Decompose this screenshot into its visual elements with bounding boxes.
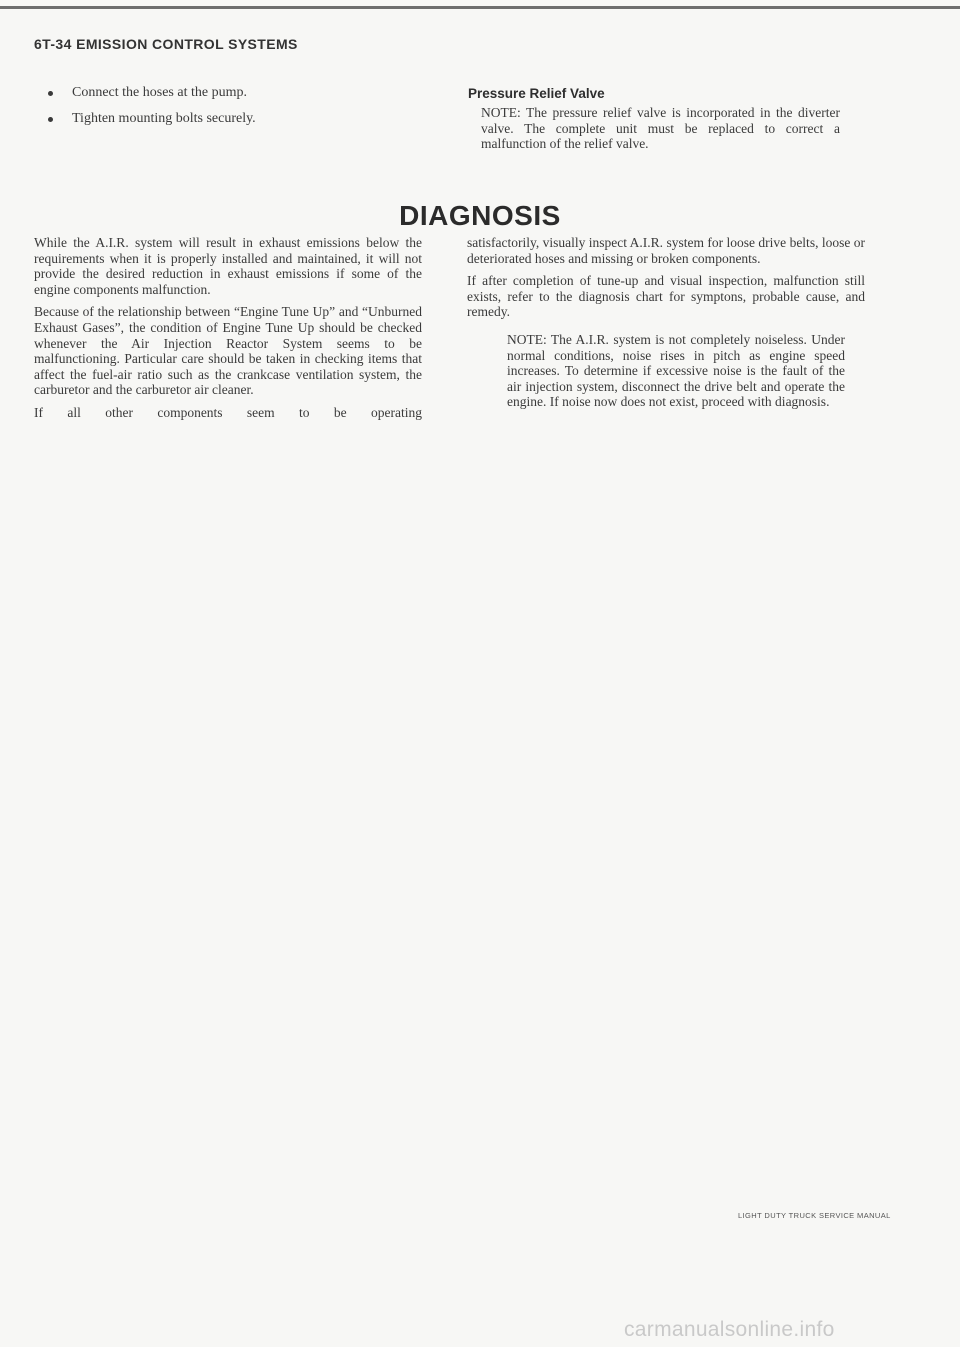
watermark: carmanualsonline.info (624, 1318, 835, 1341)
section-heading: Pressure Relief Valve (468, 86, 605, 101)
body-paragraph: While the A.I.R. system will result in exhaust emissions below the requirements when it is properly installed and maintained, it will not provide the desired reduction in exhaust emissions if some of the engine components malfunction. (34, 235, 422, 297)
body-paragraph: Because of the relationship between “Engine Tune Up” and “Unburned Exhaust Gases”, the condition of Engine Tune Up should be checked whenever the Air Injection Reactor System seems to be malfunctioning. Particular care should be taken in checking items that affect the fuel-air ratio such as the crankcase ventilation system, the carburetor and the carburetor air cleaner. (34, 304, 422, 398)
intro-bullet-list (48, 84, 348, 136)
bullet-dot-icon (48, 91, 53, 96)
diagnosis-right-column (467, 235, 865, 410)
page-header: 6T-34 EMISSION CONTROL SYSTEMS (34, 36, 298, 52)
body-paragraph: If after completion of tune-up and visual inspection, malfunction still exists, refer to the diagnosis chart for symptons, probable cause, and remedy. (467, 273, 865, 320)
bullet-text: Tighten mounting bolts securely. (72, 111, 256, 126)
list-item (48, 110, 348, 128)
diagnosis-title: DIAGNOSIS (399, 200, 561, 231)
note-paragraph: NOTE: The pressure relief valve is incorporated in the diverter valve. The complete unit must be replaced to correct a malfunction of the relief valve. (481, 105, 840, 152)
diagnosis-left-column (34, 235, 422, 428)
top-rule (0, 6, 960, 9)
body-paragraph: If all other components seem to be operating (34, 404, 422, 420)
noise-note: NOTE: The A.I.R. system is not completely noiseless. Under normal conditions, noise rises in pitch as engine speed increases. To determine if excessive noise is the fault of the air injection system, disconnect the drive belt and operate the engine. If noise now does not exist, proceed with diagnosis. (507, 331, 845, 410)
bullet-dot-icon (48, 117, 53, 122)
bullet-text: Connect the hoses at the pump. (72, 85, 247, 100)
manual-footer: LIGHT DUTY TRUCK SERVICE MANUAL (738, 1211, 891, 1220)
list-item (48, 84, 348, 102)
body-paragraph: satisfactorily, visually inspect A.I.R. system for loose drive belts, loose or deteriorated hoses and missing or broken components. (467, 235, 865, 266)
pressure-relief-section (468, 86, 840, 152)
